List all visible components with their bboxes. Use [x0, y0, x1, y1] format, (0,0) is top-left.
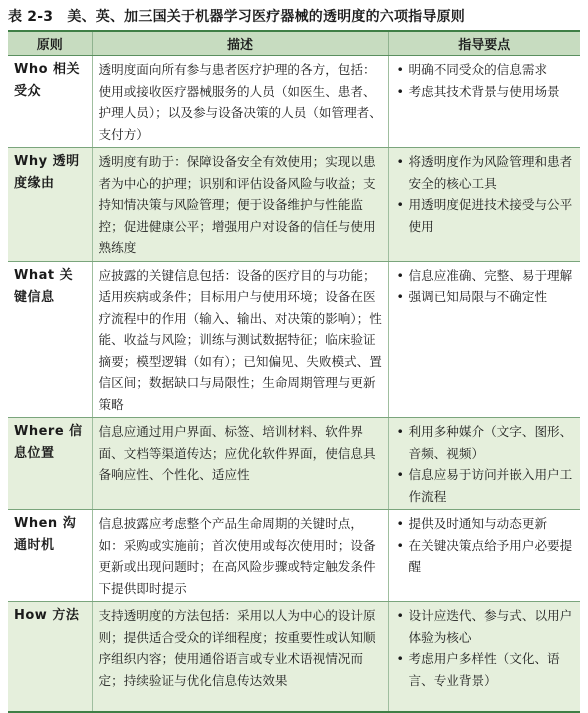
table-row — [8, 261, 580, 418]
table-row — [8, 602, 580, 712]
description-cell: 透明度面向所有参与患者医疗护理的各方，包括：使用或接收医疗器械服务的人员（如医生、患者、护理人员）；以及参与设备决策的人员（如管理者、支付方） — [92, 56, 388, 148]
key-point-item: • 信息应准确、完整、易于理解 — [395, 265, 576, 287]
key-point-item: • 利用多种媒介（文字、图形、音频、视频） — [395, 421, 576, 464]
description-cell: 信息应通过用户界面、标签、培训材料、软件界面、文档等渠道传达；应优化软件界面，使信息具备响应性、个性化、适应性 — [92, 418, 388, 510]
principles-table — [8, 30, 580, 713]
principle-cell: Why 透明度缘由 — [8, 148, 92, 262]
key-point-item: • 提供及时通知与动态更新 — [395, 513, 576, 535]
key-point-item: • 将透明度作为风险管理和患者安全的核心工具 — [395, 151, 576, 194]
table-header — [8, 31, 580, 56]
principle-cell: When 沟通时机 — [8, 510, 92, 602]
key-points-cell — [388, 261, 580, 418]
header-row — [8, 31, 580, 56]
key-point-item: • 在关键决策点给予用户必要提醒 — [395, 535, 576, 578]
key-point-item: • 强调已知局限与不确定性 — [395, 286, 576, 308]
key-point-item: • 考虑用户多样性（文化、语言、专业背景） — [395, 648, 576, 691]
key-points-cell — [388, 510, 580, 602]
table-row — [8, 148, 580, 262]
table-row — [8, 418, 580, 510]
key-points-list — [395, 265, 576, 308]
description-cell: 透明度有助于：保障设备安全有效使用；实现以患者为中心的护理；识别和评估设备风险与收益；支持知情决策与风险管理；便于设备维护与性能监控；促进健康公平；增强用户对设备的信任与使用熟练度 — [92, 148, 388, 262]
description-cell: 应披露的关键信息包括：设备的医疗目的与功能；适用疾病或条件；目标用户与使用环境；设备在医疗流程中的作用（输入、输出、对决策的影响）；性能、收益与风险；训练与测试数据特征；临床验证摘要；模型逻辑（如有）；已知偏见、失败模式、置信区间；数据缺口与局限性；生命周期管理与更新策略 — [92, 261, 388, 418]
key-point-item: • 考虑其技术背景与使用场景 — [395, 81, 576, 103]
principle-cell: Who 相关受众 — [8, 56, 92, 148]
key-point-item: • 用透明度促进技术接受与公平使用 — [395, 194, 576, 237]
principle-cell: Where 信息位置 — [8, 418, 92, 510]
table-body — [8, 56, 580, 712]
table-row — [8, 510, 580, 602]
principle-cell: How 方法 — [8, 602, 92, 712]
key-point-item: • 信息应易于访问并嵌入用户工作流程 — [395, 464, 576, 507]
key-points-cell — [388, 56, 580, 148]
key-point-item: • 设计应迭代、参与式、以用户体验为核心 — [395, 605, 576, 648]
key-points-list — [395, 59, 576, 102]
description-cell: 信息披露应考虑整个产品生命周期的关键时点，如：采购或实施前；首次使用或每次使用时；设备更新或出现问题时；在高风险步骤或特定触发条件下提供即时提示 — [92, 510, 388, 602]
header-key-points: 指导要点 — [388, 31, 580, 56]
key-points-cell — [388, 148, 580, 262]
header-description: 描述 — [92, 31, 388, 56]
key-points-list — [395, 605, 576, 691]
key-point-item: • 明确不同受众的信息需求 — [395, 59, 576, 81]
key-points-list — [395, 513, 576, 578]
key-points-cell — [388, 602, 580, 712]
key-points-cell — [388, 418, 580, 510]
table-caption: 表 2-3 美、英、加三国关于机器学习医疗器械的透明度的六项指导原则 — [8, 9, 465, 25]
table-row — [8, 56, 580, 148]
principle-cell: What 关键信息 — [8, 261, 92, 418]
description-cell: 支持透明度的方法包括：采用以人为中心的设计原则；提供适合受众的详细程度；按重要性或认知顺序组织内容；使用通俗语言或专业术语视情况而定；持续验证与优化信息传达效果 — [92, 602, 388, 712]
key-points-list — [395, 421, 576, 507]
header-principle: 原则 — [8, 31, 92, 56]
key-points-list — [395, 151, 576, 237]
